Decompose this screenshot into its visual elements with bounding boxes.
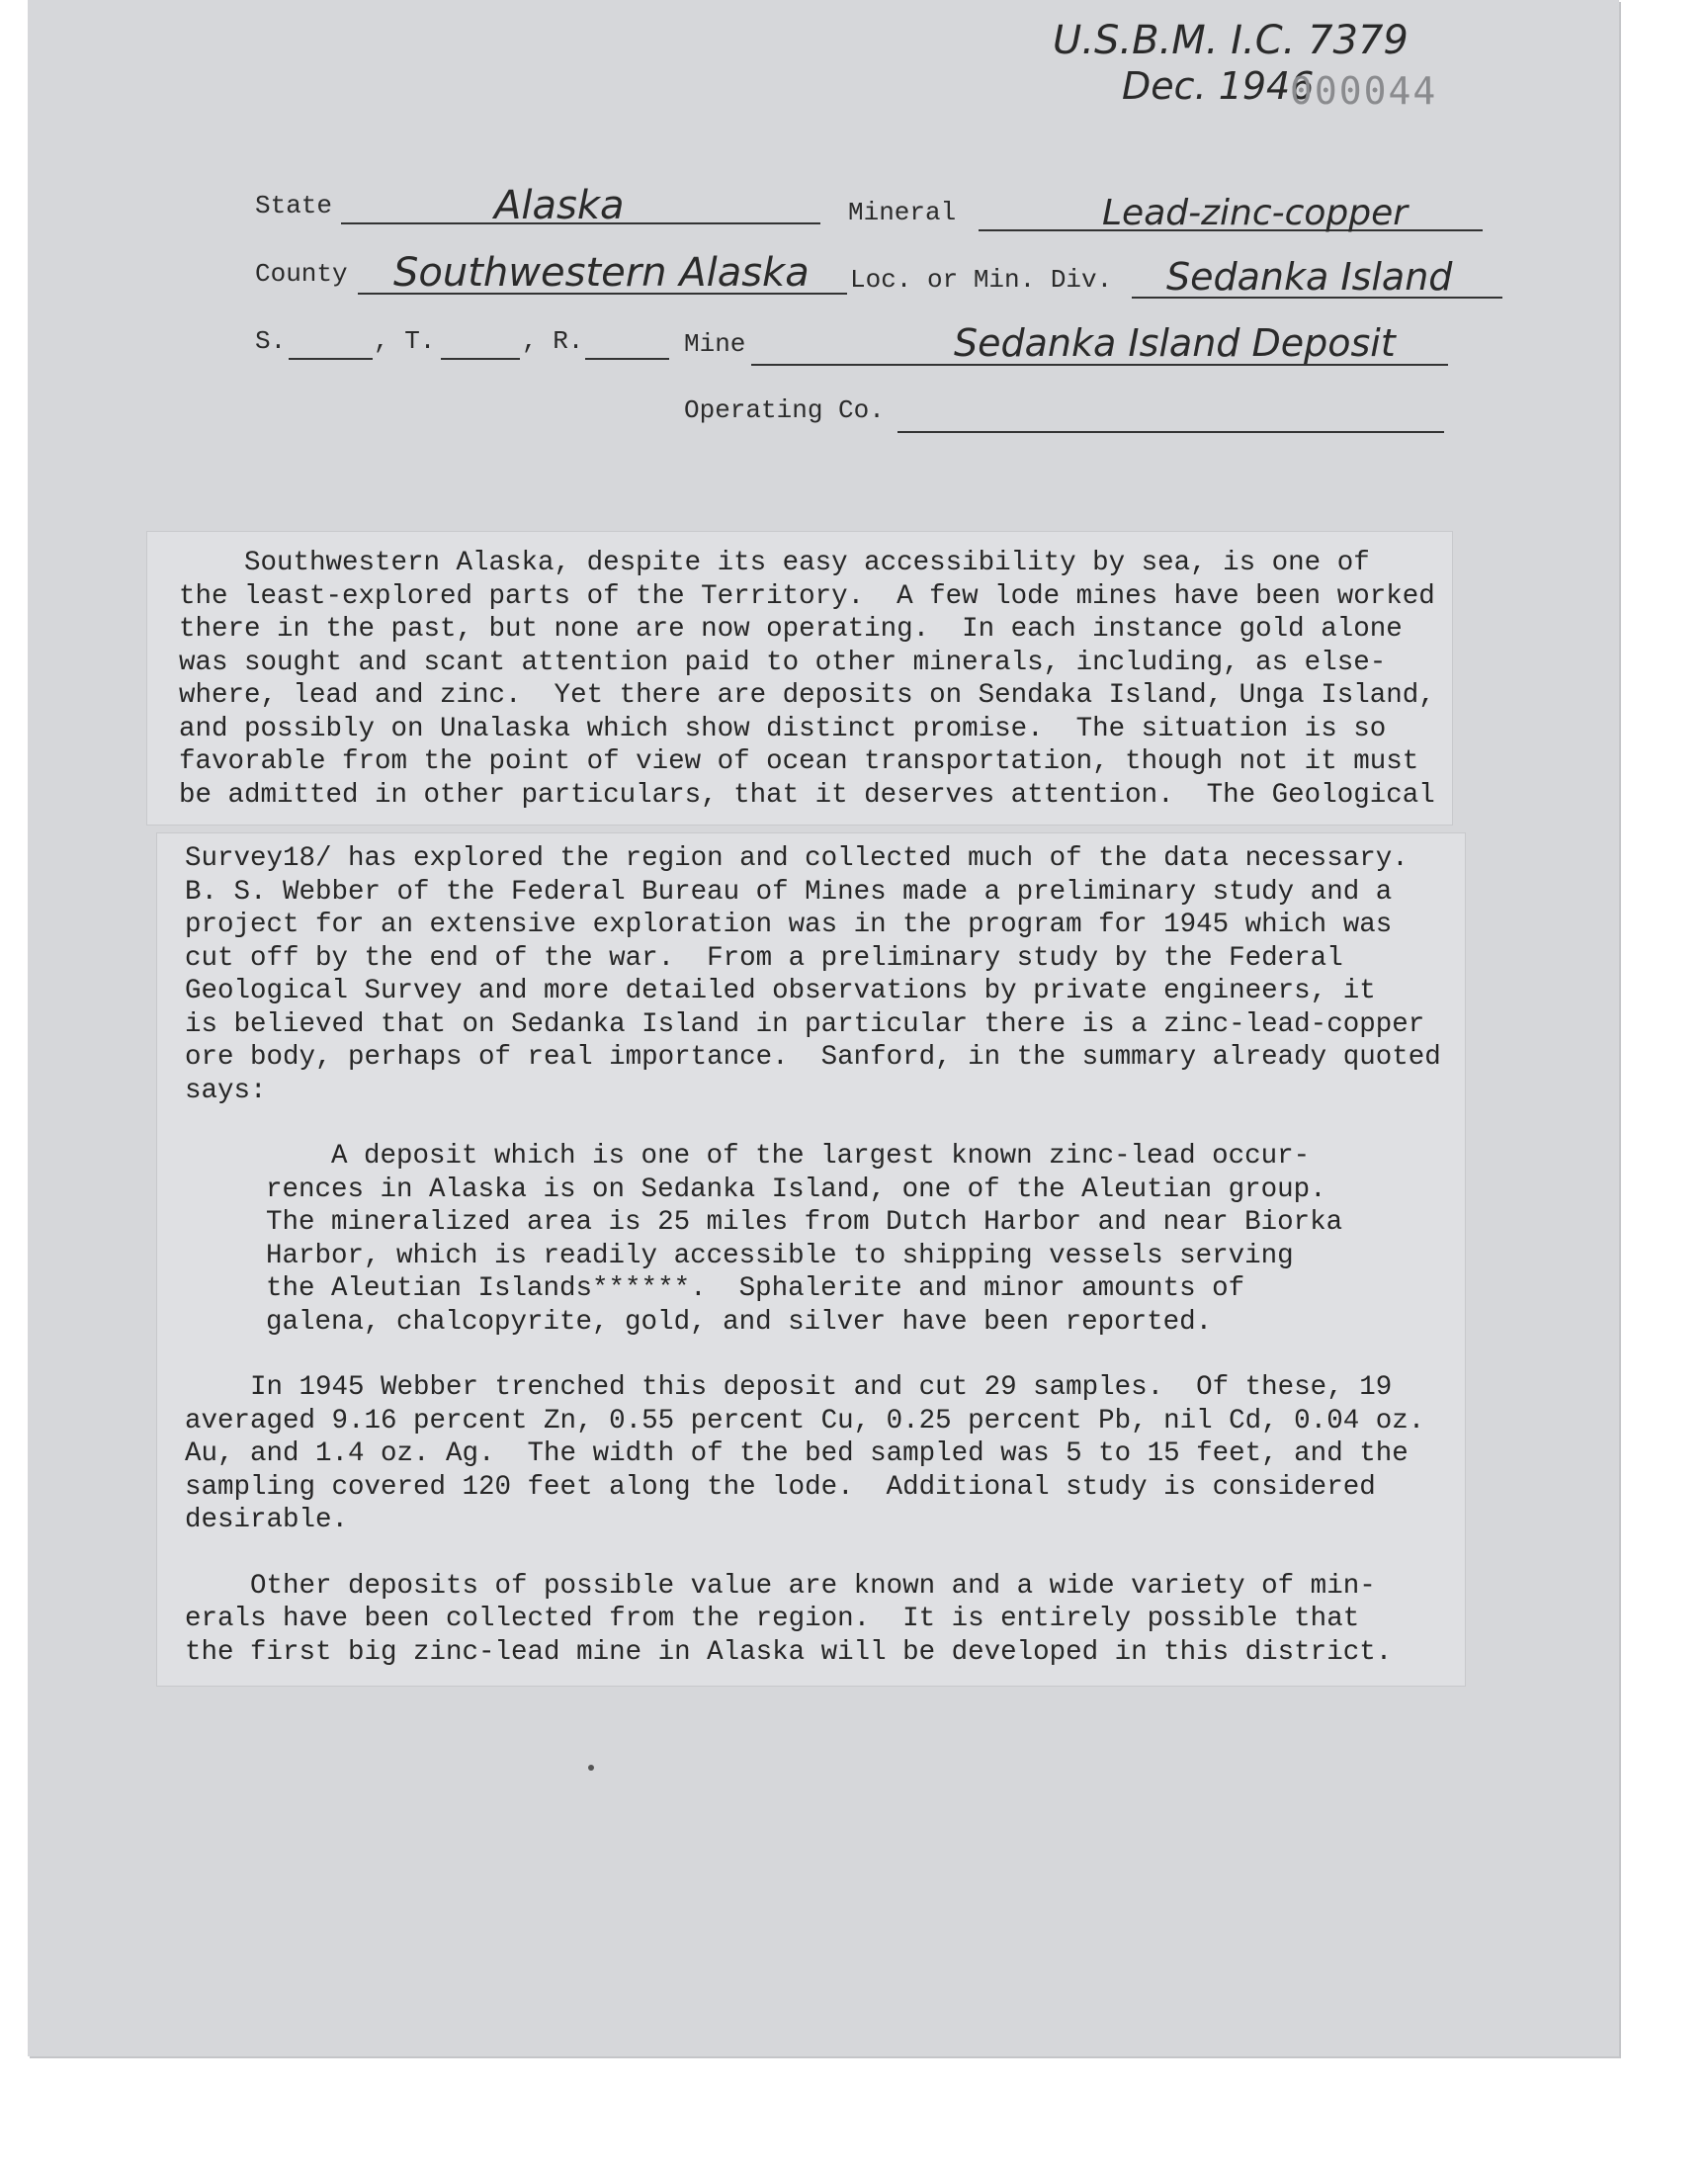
quote-line: A deposit which is one of the largest known zinc-lead occur- [266, 1141, 1311, 1172]
paragraph-line: averaged 9.16 percent Zn, 0.55 percent Cu, 0.25 percent Pb, nil Cd, 0.04 oz. [185, 1405, 1425, 1436]
page-number-stamp: 000044 [1290, 69, 1438, 113]
text-block-1 [146, 531, 1453, 826]
block-quote [266, 1140, 1465, 1339]
paragraph-line: be admitted in other particulars, that it deserves attention. The Geological [179, 779, 1435, 811]
mineral-value: Lead-zinc-copper [1102, 193, 1409, 233]
paragraph-line: erals have been collected from the region. It is entirely possible that [185, 1604, 1360, 1634]
paragraph-line: desirable. [185, 1505, 349, 1535]
county-label: County [255, 259, 348, 289]
mine-value: Sedanka Island Deposit [954, 321, 1396, 365]
township-label: , T. [374, 326, 436, 356]
paragraph-line: ore body, perhaps of real importance. Sanford, in the summary already quoted [185, 1042, 1441, 1073]
paragraph-line: Geological Survey and more detailed observations by private engineers, it [185, 976, 1376, 1006]
paragraph-line: where, lead and zinc. Yet there are deposits on Sendaka Island, Unga Island, [179, 680, 1435, 711]
paragraph-line: Other deposits of possible value are known and a wide variety of min- [185, 1570, 1376, 1602]
quote-line: rences in Alaska is on Sedanka Island, one of the Aleutian group. [266, 1174, 1326, 1205]
paragraph-line: says: [185, 1075, 267, 1106]
loc-label: Loc. or Min. Div. [850, 265, 1113, 295]
paragraph-line: cut off by the end of the war. From a preliminary study by the Federal [185, 942, 1343, 974]
paragraph-line: there in the past, but none are now operating. In each instance gold alone [179, 614, 1403, 645]
quote-line: galena, chalcopyrite, gold, and silver have been reported. [266, 1306, 1213, 1338]
state-label: State [255, 191, 333, 220]
quote-line: Harbor, which is readily accessible to shipping vessels serving [266, 1240, 1294, 1271]
operating-co-label: Operating Co. [684, 395, 885, 425]
section-line [289, 358, 373, 360]
paragraph-line: Southwestern Alaska, despite its easy accessibility by sea, is one of [179, 548, 1370, 578]
paragraph-line: Au, and 1.4 oz. Ag. The width of the bed sampled was 5 to 15 feet, and the [185, 1438, 1409, 1469]
paragraph-line: favorable from the point of view of ocean transportation, though not it must [179, 746, 1419, 777]
paragraph-line: Survey18/ has explored the region and collected much of the data necessary. [185, 843, 1409, 874]
range-line [585, 358, 669, 360]
handwritten-date: Dec. 1946 [1122, 64, 1315, 108]
paragraph-line: sampling covered 120 feet along the lode. Additional study is considered [185, 1471, 1376, 1503]
section-label: S. [255, 326, 287, 356]
text-block-2 [156, 832, 1466, 1687]
state-value: Alaska [494, 183, 625, 228]
township-line [441, 358, 520, 360]
paragraph-line: project for an extensive exploration was in the program for 1945 which was [185, 910, 1393, 940]
paragraph-line: the first big zinc-lead mine in Alaska will be developed in this district. [185, 1636, 1393, 1668]
paragraph-line: was sought and scant attention paid to other minerals, including, as else- [179, 647, 1387, 678]
operating-co-line [897, 431, 1444, 433]
stray-mark [588, 1765, 594, 1771]
paragraph-line: the least-explored parts of the Territory. A few lode mines have been worked [179, 580, 1435, 612]
county-value: Southwestern Alaska [393, 250, 810, 296]
paragraph-line: B. S. Webber of the Federal Bureau of Mines made a preliminary study and a [185, 876, 1393, 908]
loc-value: Sedanka Island [1166, 255, 1453, 299]
mine-label: Mine [684, 329, 746, 359]
paragraph-line: In 1945 Webber trenched this deposit and cut 29 samples. Of these, 19 [185, 1372, 1393, 1403]
paragraph-line: and possibly on Unalaska which show distinct promise. The situation is so [179, 713, 1387, 744]
mineral-label: Mineral [848, 198, 957, 227]
handwritten-reference: U.S.B.M. I.C. 7379 [1053, 18, 1409, 63]
quote-line: The mineralized area is 25 miles from Dutch Harbor and near Biorka [266, 1207, 1343, 1238]
range-label: , R. [522, 326, 584, 356]
paragraph-line: is believed that on Sedanka Island in particular there is a zinc-lead-copper [185, 1008, 1425, 1040]
quote-line: the Aleutian Islands******. Sphalerite and minor amounts of [266, 1273, 1245, 1304]
